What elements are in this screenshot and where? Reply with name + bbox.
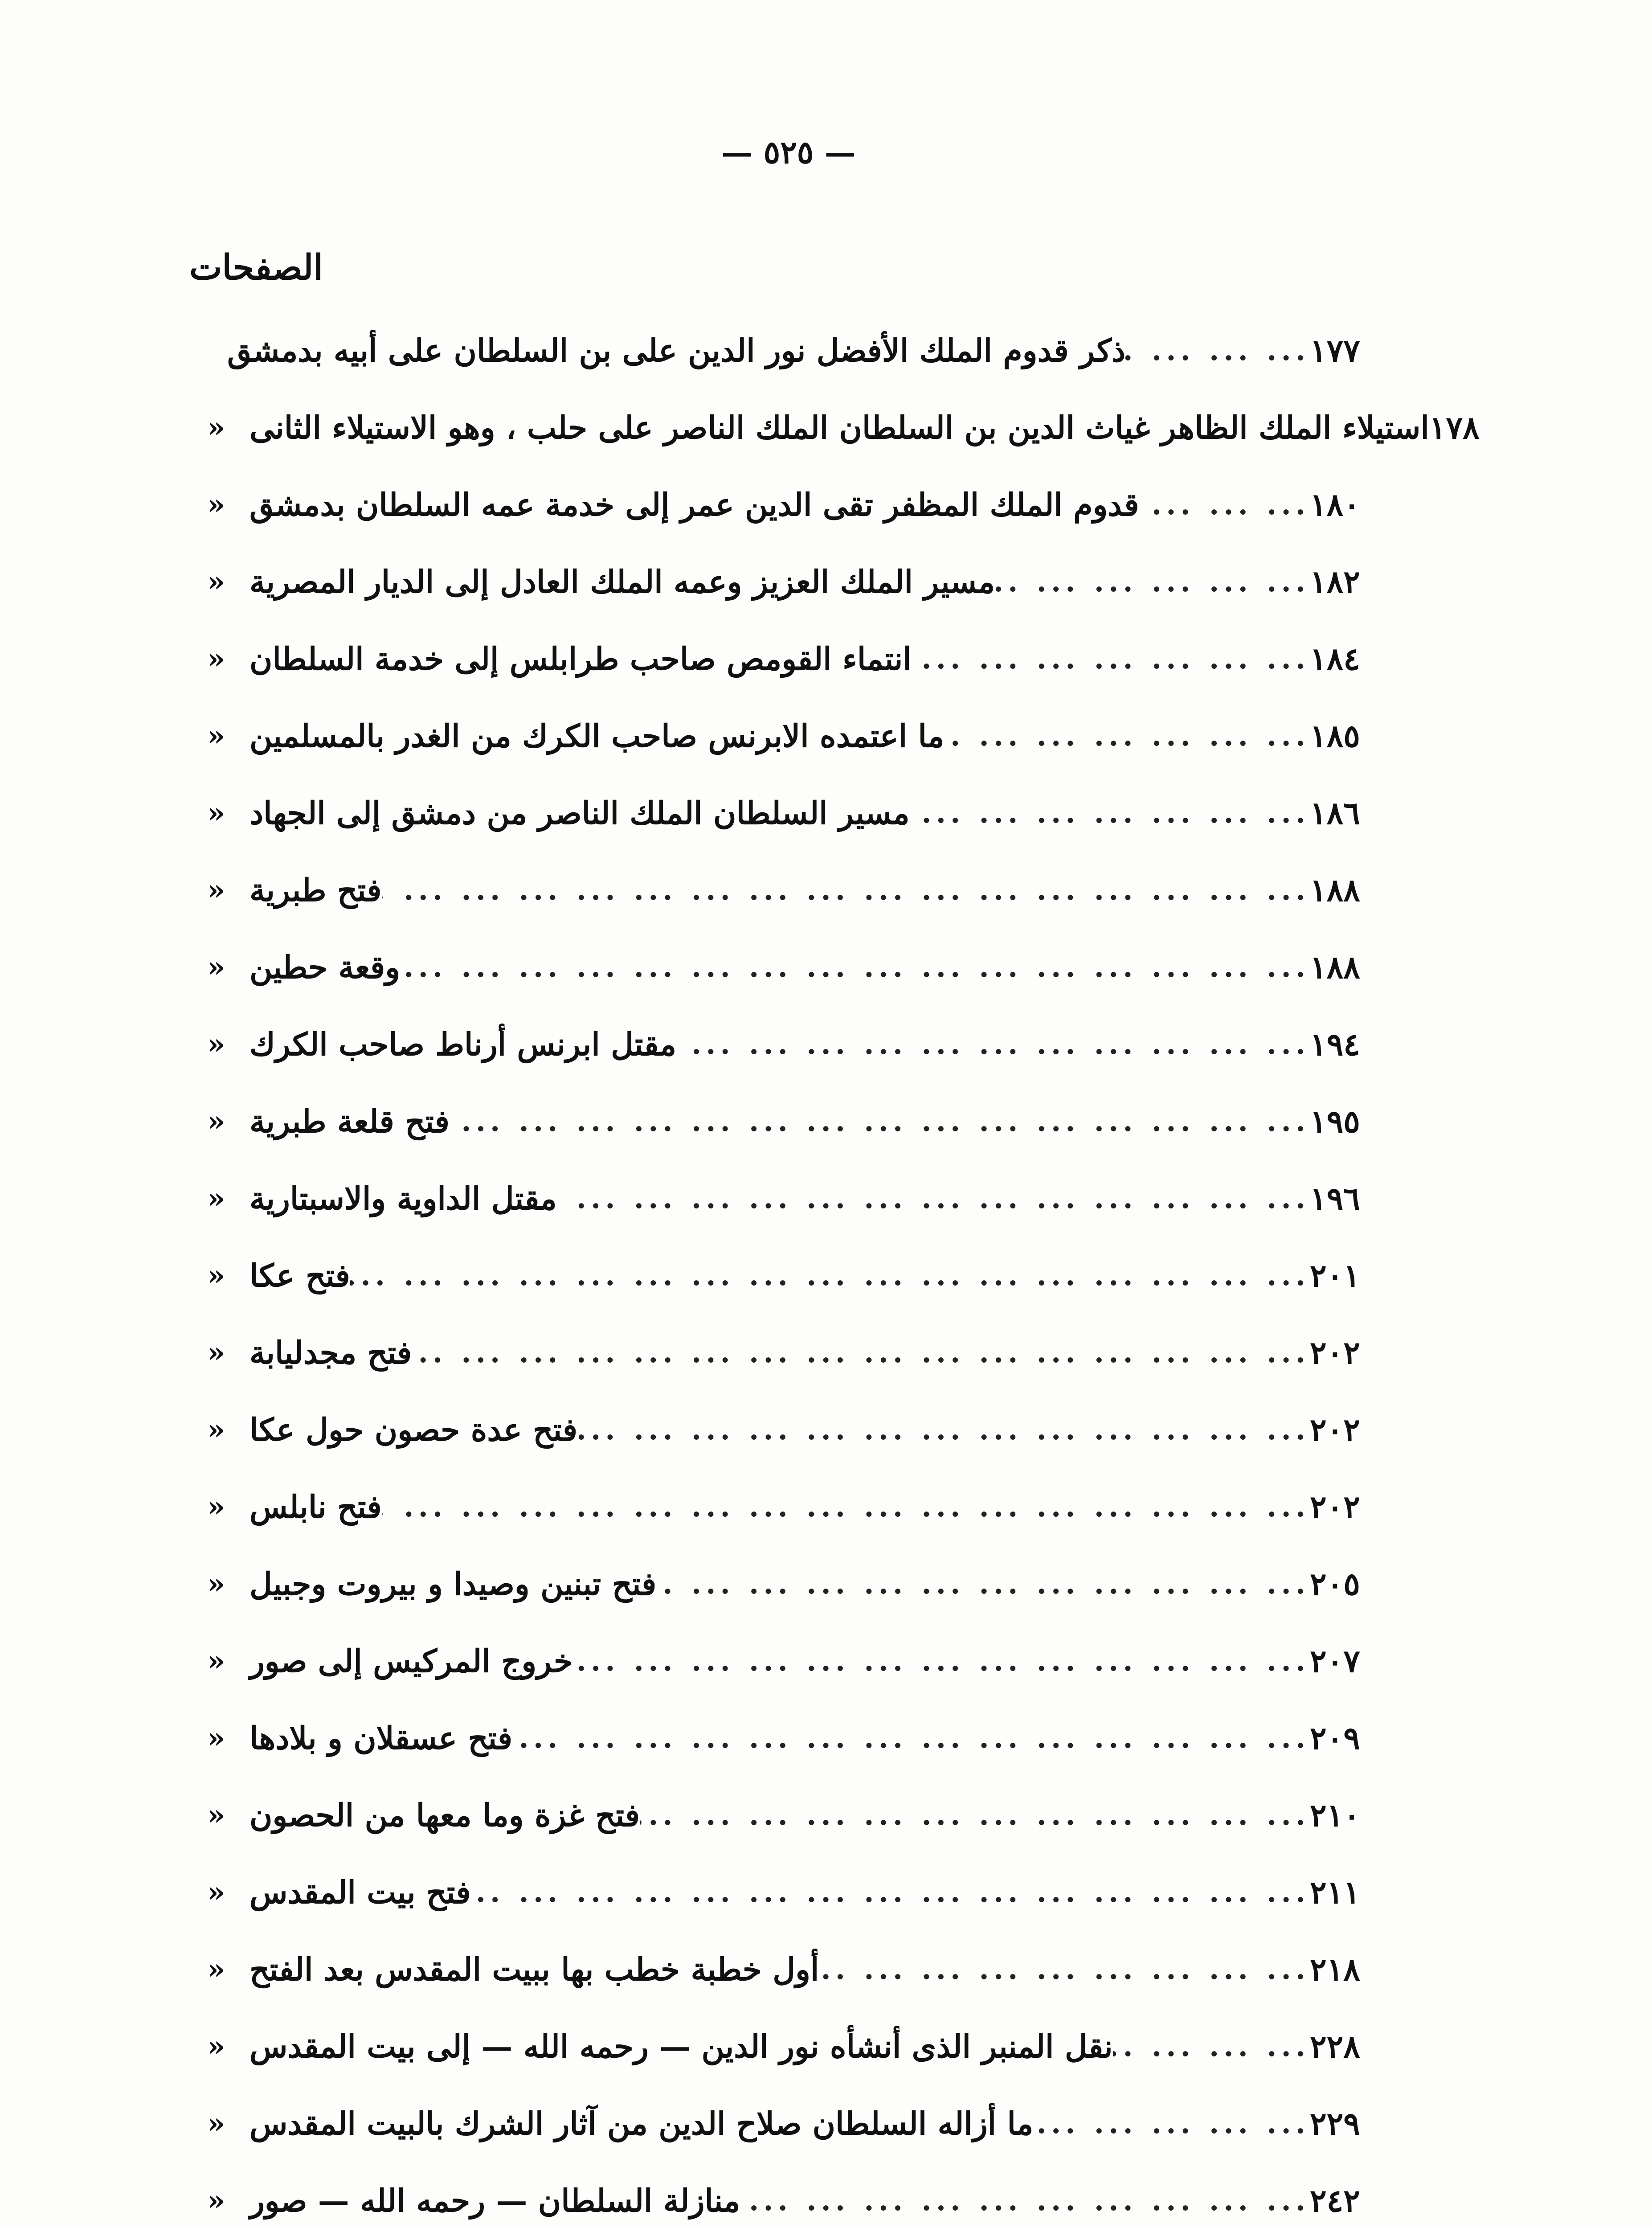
toc-entry xyxy=(196,1314,1408,1391)
dot-leader xyxy=(577,1413,1310,1446)
dot-leader xyxy=(1113,2030,1310,2063)
toc-entry-title: فتح قلعة طبرية xyxy=(249,1103,450,1140)
toc-entry xyxy=(196,312,1408,389)
ditto-marker: « xyxy=(207,642,225,676)
toc-entry-page: ٢٢٩ xyxy=(1310,2105,1360,2142)
toc-entry xyxy=(196,1391,1408,1468)
toc-entry-title: ذكر قدوم الملك الأفضل نور الدين على بن السلطان على أبيه بدمشق xyxy=(227,332,1126,369)
toc-entry-title: ما اعتمده الابرنس صاحب الكرك من الغدر بالمسلمين xyxy=(249,717,945,754)
toc-entry-title: خروج المركيس إلى صور xyxy=(249,1642,573,1679)
dot-leader xyxy=(512,1721,1310,1755)
dot-leader xyxy=(412,1336,1310,1369)
toc-entry xyxy=(196,2008,1408,2085)
dot-leader xyxy=(656,1567,1310,1601)
ditto-marker: « xyxy=(207,1028,225,1061)
toc-entry-page: ٢٠٩ xyxy=(1310,1720,1360,1757)
ditto-marker: « xyxy=(207,488,225,521)
dot-leader xyxy=(450,1105,1310,1138)
toc-entry-title: فتح نابلس xyxy=(249,1488,382,1525)
dot-leader xyxy=(382,873,1310,907)
dot-leader xyxy=(573,1644,1310,1678)
ditto-marker: « xyxy=(207,1413,225,1446)
toc-entry xyxy=(196,2085,1408,2162)
dot-leader xyxy=(1125,334,1310,367)
ditto-marker: « xyxy=(207,1567,225,1601)
toc-entry xyxy=(196,1622,1408,1700)
toc-entry-title: مسير الملك العزيز وعمه الملك العادل إلى الديار المصرية xyxy=(249,563,995,600)
page-number: — ٥٢٥ — xyxy=(721,134,856,171)
dot-leader xyxy=(1139,488,1310,521)
toc-entry xyxy=(196,697,1408,774)
toc-entry xyxy=(196,1237,1408,1314)
toc-entry-title: نقل المنبر الذى أنشأه نور الدين — رحمه الله — إلى بيت المقدس xyxy=(249,2028,1113,2065)
dot-leader xyxy=(676,1028,1310,1061)
ditto-marker: « xyxy=(207,1721,225,1755)
ditto-marker: « xyxy=(207,1105,225,1138)
toc-entry-page: ١٨٤ xyxy=(1310,640,1360,677)
ditto-marker: « xyxy=(207,2107,225,2140)
table-of-contents xyxy=(196,312,1480,2228)
dot-leader xyxy=(400,950,1310,984)
toc-entry xyxy=(196,1931,1408,2008)
toc-entry-page: ١٨٨ xyxy=(1310,949,1360,986)
toc-entry-page: ١٨٨ xyxy=(1310,872,1360,909)
toc-entry-title: قدوم الملك المظفر تقى الدين عمر إلى خدمة عمه السلطان بدمشق xyxy=(249,486,1139,523)
toc-entry-page: ٢١٨ xyxy=(1310,1951,1360,1988)
toc-entry-page: ١٩٥ xyxy=(1310,1103,1360,1140)
dot-leader xyxy=(471,1876,1310,1909)
toc-entry-page: ١٨٦ xyxy=(1310,795,1360,831)
toc-entry-title: استيلاء الملك الظاهر غياث الدين بن السلطان الملك الناصر على حلب ، وهو الاستيلاء الثانى xyxy=(249,409,1429,446)
ditto-marker: « xyxy=(207,2030,225,2063)
toc-entry xyxy=(196,1006,1408,1083)
toc-entry xyxy=(196,929,1408,1006)
dot-leader xyxy=(944,719,1310,753)
toc-entry-page: ١٨٠ xyxy=(1310,486,1360,523)
toc-entry-title: فتح مجدليابة xyxy=(249,1334,412,1371)
toc-entry-page: ٢٢٨ xyxy=(1310,2028,1360,2065)
toc-entry-title: فتح عسقلان و بلادها xyxy=(249,1720,513,1757)
ditto-marker: « xyxy=(207,1259,225,1292)
toc-entry xyxy=(196,2162,1408,2228)
ditto-marker: « xyxy=(207,1336,225,1369)
dot-leader xyxy=(640,1798,1310,1832)
toc-entry-page: ٢١٠ xyxy=(1310,1797,1360,1834)
toc-entry xyxy=(196,1160,1408,1237)
toc-entry xyxy=(196,774,1408,852)
toc-entry-page: ١٧٧ xyxy=(1310,332,1360,369)
toc-entry xyxy=(196,620,1408,697)
toc-entry-page: ٢٠٥ xyxy=(1310,1565,1360,1602)
toc-entry xyxy=(196,1083,1408,1160)
dot-leader xyxy=(1033,2107,1310,2140)
toc-entry xyxy=(196,389,1480,466)
ditto-marker: « xyxy=(207,1876,225,1909)
toc-entry-page: ١٩٤ xyxy=(1310,1026,1360,1063)
dot-leader xyxy=(995,565,1310,598)
dot-leader xyxy=(740,2184,1310,2217)
toc-entry-title: فتح غزة وما معها من الحصون xyxy=(249,1797,640,1834)
ditto-marker: « xyxy=(207,565,225,598)
dot-leader xyxy=(350,1259,1310,1292)
ditto-marker: « xyxy=(207,1798,225,1832)
ditto-marker: « xyxy=(207,411,225,444)
toc-entry-page: ٢٠٢ xyxy=(1310,1488,1360,1525)
toc-entry-page: ٢٤٢ xyxy=(1310,2182,1360,2219)
toc-entry xyxy=(196,1777,1408,1854)
toc-entry xyxy=(196,1700,1408,1777)
toc-entry-title: مسير السلطان الملك الناصر من دمشق إلى الجهاد xyxy=(249,795,910,831)
toc-entry xyxy=(196,466,1408,543)
toc-entry-title: فتح طبرية xyxy=(249,872,382,909)
ditto-marker: « xyxy=(207,1490,225,1524)
ditto-marker: « xyxy=(207,1182,225,1215)
toc-entry xyxy=(196,1468,1408,1545)
dot-leader xyxy=(912,642,1310,676)
toc-entry-page: ٢١١ xyxy=(1310,1874,1360,1911)
toc-entry-title: منازلة السلطان — رحمه الله — صور xyxy=(249,2182,740,2219)
toc-entry-title: ما أزاله السلطان صلاح الدين من آثار الشرك بالبيت المقدس xyxy=(249,2105,1034,2142)
toc-entry-title: فتح عدة حصون حول عكا xyxy=(249,1411,578,1448)
toc-entry-title: فتح عكا xyxy=(249,1257,350,1294)
toc-entry xyxy=(196,1545,1408,1622)
ditto-marker: « xyxy=(207,950,225,984)
ditto-marker: « xyxy=(207,1644,225,1678)
ditto-marker: « xyxy=(207,2184,225,2217)
toc-entry-page: ٢٠١ xyxy=(1310,1257,1360,1294)
toc-entry-title: انتماء القومص صاحب طرابلس إلى خدمة السلطان xyxy=(249,640,912,677)
dot-leader xyxy=(382,1490,1310,1524)
toc-entry-title: مقتل ابرنس أرناط صاحب الكرك xyxy=(249,1026,677,1063)
toc-entry-page: ١٩٦ xyxy=(1310,1180,1360,1217)
toc-entry-page: ٢٠٢ xyxy=(1310,1411,1360,1448)
toc-entry-page: ١٧٨ xyxy=(1429,409,1480,446)
toc-entry-title: أول خطبة خطب بها ببيت المقدس بعد الفتح xyxy=(249,1951,819,1988)
ditto-marker: « xyxy=(207,873,225,907)
ditto-marker: « xyxy=(207,796,225,830)
toc-entry-title: مقتل الداوية والاسبتارية xyxy=(249,1180,557,1217)
toc-entry xyxy=(196,1854,1408,1931)
toc-entry-page: ١٨٥ xyxy=(1310,717,1360,754)
toc-entry-page: ٢٠٧ xyxy=(1310,1642,1360,1679)
pages-column-header: الصفحات xyxy=(189,247,323,288)
toc-entry xyxy=(196,852,1408,929)
ditto-marker: « xyxy=(207,1953,225,1986)
toc-entry-page: ١٨٢ xyxy=(1310,563,1360,600)
toc-entry-title: فتح تبنين وصيدا و بيروت وجبيل xyxy=(249,1565,657,1602)
toc-entry-page: ٢٠٢ xyxy=(1310,1334,1360,1371)
ditto-marker: « xyxy=(207,719,225,753)
toc-entry-title: فتح بيت المقدس xyxy=(249,1874,471,1911)
dot-leader xyxy=(910,796,1310,830)
dot-leader xyxy=(557,1182,1310,1215)
toc-entry-title: وقعة حطين xyxy=(249,949,401,986)
dot-leader xyxy=(819,1953,1310,1986)
toc-entry xyxy=(196,543,1408,620)
